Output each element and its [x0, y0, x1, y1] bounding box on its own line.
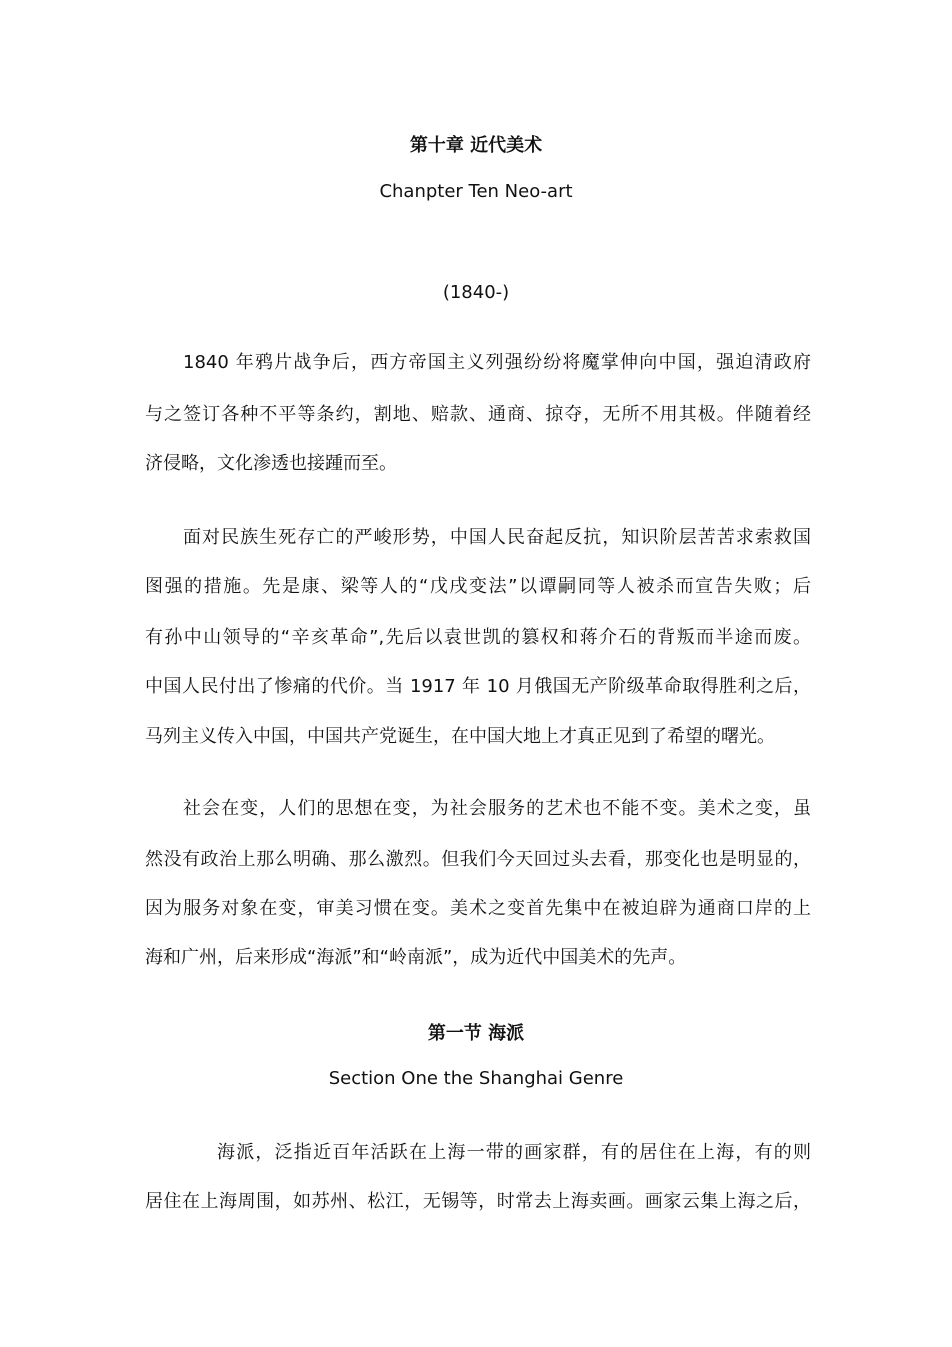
paragraph-line: 因为服务对象在变，审美习惯在变。美术之变首先集中在被迫辟为通商口岸的上: [145, 898, 811, 919]
section-title-cn: 第一节 海派: [427, 1023, 525, 1044]
paragraph-line: 海和广州，后来形成“海派”和“岭南派”，成为近代中国美术的先声。: [145, 947, 687, 968]
paragraph-line: 济侵略，文化渗透也接踵而至。: [145, 453, 397, 474]
paragraph-line: 社会在变，人们的思想在变，为社会服务的艺术也不能不变。美术之变，虽: [183, 798, 811, 819]
paragraph-line: 马列主义传入中国，中国共产党诞生，在中国大地上才真正见到了希望的曙光。: [145, 726, 775, 747]
paragraph-line: 居住在上海周围，如苏州、松江，无锡等，时常去上海卖画。画家云集上海之后，: [145, 1191, 811, 1212]
paragraph-line: 图强的措施。先是康、梁等人的“戊戌变法”以谭嗣同等人被杀而宣告失败；后: [145, 576, 811, 597]
paragraph-line: 面对民族生死存亡的严峻形势，中国人民奋起反抗，知识阶层苦苦求索救国: [183, 527, 811, 548]
paragraph-line: 1840 年鸦片战争后，西方帝国主义列强纷纷将魔掌伸向中国，强迫清政府: [183, 352, 811, 373]
chapter-title-cn: 第十章 近代美术: [409, 135, 543, 156]
chapter-title-en: Chanpter Ten Neo-art: [379, 181, 573, 202]
section-title-en: Section One the Shanghai Genre: [328, 1068, 624, 1089]
chapter-period: (1840-): [442, 282, 510, 303]
paragraph-line: 有孙中山领导的“辛亥革命”,先后以袁世凯的篡权和蒋介石的背叛而半途而废。: [145, 627, 811, 648]
paragraph-line: 然没有政治上那么明确、那么激烈。但我们今天回过头去看，那变化也是明显的，: [145, 849, 811, 870]
paragraph-line: 中国人民付出了惨痛的代价。当 1917 年 10 月俄国无产阶级革命取得胜利之后，: [145, 676, 811, 697]
paragraph-line: 海派，泛指近百年活跃在上海一带的画家群，有的居住在上海，有的则: [217, 1142, 811, 1163]
paragraph-line: 与之签订各种不平等条约，割地、赔款、通商、掠夺，无所不用其极。伴随着经: [145, 404, 811, 425]
